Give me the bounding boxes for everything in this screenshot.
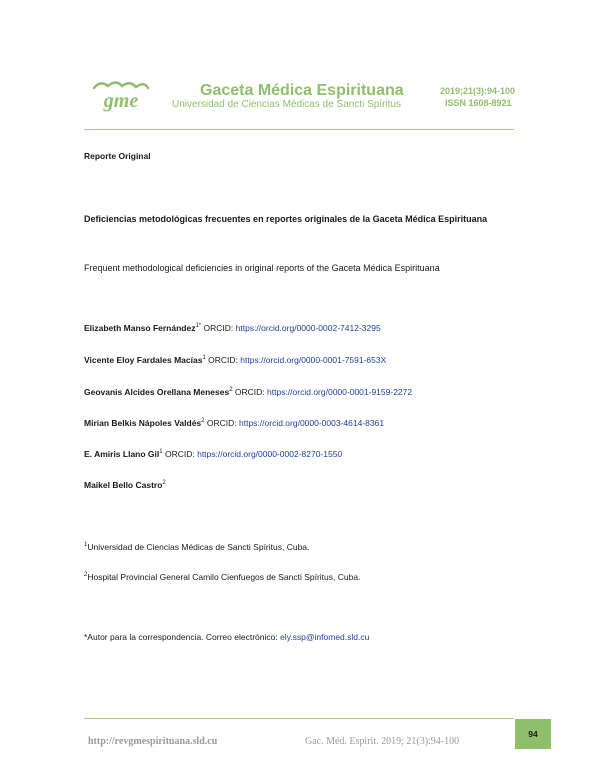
footer-citation: Gac. Méd. Espirit. 2019; 21(3):94-100 xyxy=(305,736,460,747)
orcid-link[interactable]: https://orcid.org/0000-0002-8270-1550 xyxy=(197,449,343,459)
journal-subtitle: Universidad de Ciencias Médicas de Sancti Spíritus xyxy=(172,99,401,110)
journal-title: Gaceta Médica Espirituana xyxy=(200,82,404,99)
author-name: Maikel Bello Castro xyxy=(84,480,163,490)
author-affiliation-mark: 1 xyxy=(202,355,206,362)
author-line xyxy=(84,480,166,490)
journal-logo xyxy=(88,76,154,116)
orcid-link[interactable]: https://orcid.org/0000-0002-7412-3295 xyxy=(235,323,381,333)
orcid-label: ORCID: xyxy=(201,323,236,333)
title-english: Frequent methodological deficiencies in original reports of the Gaceta Médica Espirituana xyxy=(84,263,440,273)
orcid-label: ORCID: xyxy=(204,418,239,428)
affiliation xyxy=(84,542,309,552)
author-line xyxy=(84,449,342,459)
author-name: Mirian Belkis Nápoles Valdés xyxy=(84,418,202,428)
header-divider xyxy=(84,129,514,130)
author-line xyxy=(84,418,384,428)
affiliation xyxy=(84,572,360,582)
author-affiliation-mark: 1 xyxy=(159,449,163,456)
issn: ISSN 1608-8921 xyxy=(445,98,512,108)
orcid-link[interactable]: https://orcid.org/0000-0003-4614-8361 xyxy=(239,418,385,428)
orcid-link[interactable]: https://orcid.org/0000-0001-9159-2272 xyxy=(267,387,413,397)
orcid-label: ORCID: xyxy=(232,387,268,397)
author-affiliation-mark: 2 xyxy=(229,387,233,394)
author-line xyxy=(84,387,412,397)
author-name: Vicente Eloy Fardales Macías xyxy=(84,355,203,365)
orcid-label: ORCID: xyxy=(162,449,198,459)
author-name: E. Amiris Llano Gil xyxy=(84,449,160,459)
correspondence-text: *Autor para la correspondencia. Correo electrónico: xyxy=(84,632,281,642)
issue-reference: 2019;21(3):94-100 xyxy=(440,86,516,96)
orcid-label: ORCID: xyxy=(205,355,241,365)
affiliation-text: Universidad de Ciencias Médicas de Sancti Spíritus, Cuba. xyxy=(87,542,310,552)
correspondence xyxy=(84,632,369,642)
article-type: Reporte Original xyxy=(84,151,151,161)
affiliation-text: Hospital Provincial General Camilo Cienfuegos de Sancti Spíritus, Cuba. xyxy=(87,572,361,582)
author-affiliation-mark: 2 xyxy=(162,480,166,487)
orcid-link[interactable]: https://orcid.org/0000-0001-7591-653X xyxy=(240,355,387,365)
author-line xyxy=(84,323,381,333)
page-number: 94 xyxy=(515,719,551,749)
author-affiliation-mark: 2 xyxy=(201,418,205,425)
footer-divider xyxy=(84,718,514,719)
footer-url[interactable]: http://revgmespirituana.sld.cu xyxy=(88,736,218,747)
author-name: Elizabeth Manso Fernández xyxy=(84,323,196,333)
author-affiliation-mark: 1* xyxy=(195,323,202,330)
affiliation-mark: 2 xyxy=(84,572,88,579)
logo-text: gme xyxy=(103,90,139,112)
title-spanish: Deficiencias metodológicas frecuentes en reportes originales de la Gaceta Médica Espirituana xyxy=(84,214,488,224)
correspondence-email[interactable]: ely.ssp@infomed.sld.cu xyxy=(280,632,370,642)
author-name: Geovanis Alcides Orellana Meneses xyxy=(84,387,230,397)
author-line xyxy=(84,355,386,365)
affiliation-mark: 1 xyxy=(84,542,88,549)
